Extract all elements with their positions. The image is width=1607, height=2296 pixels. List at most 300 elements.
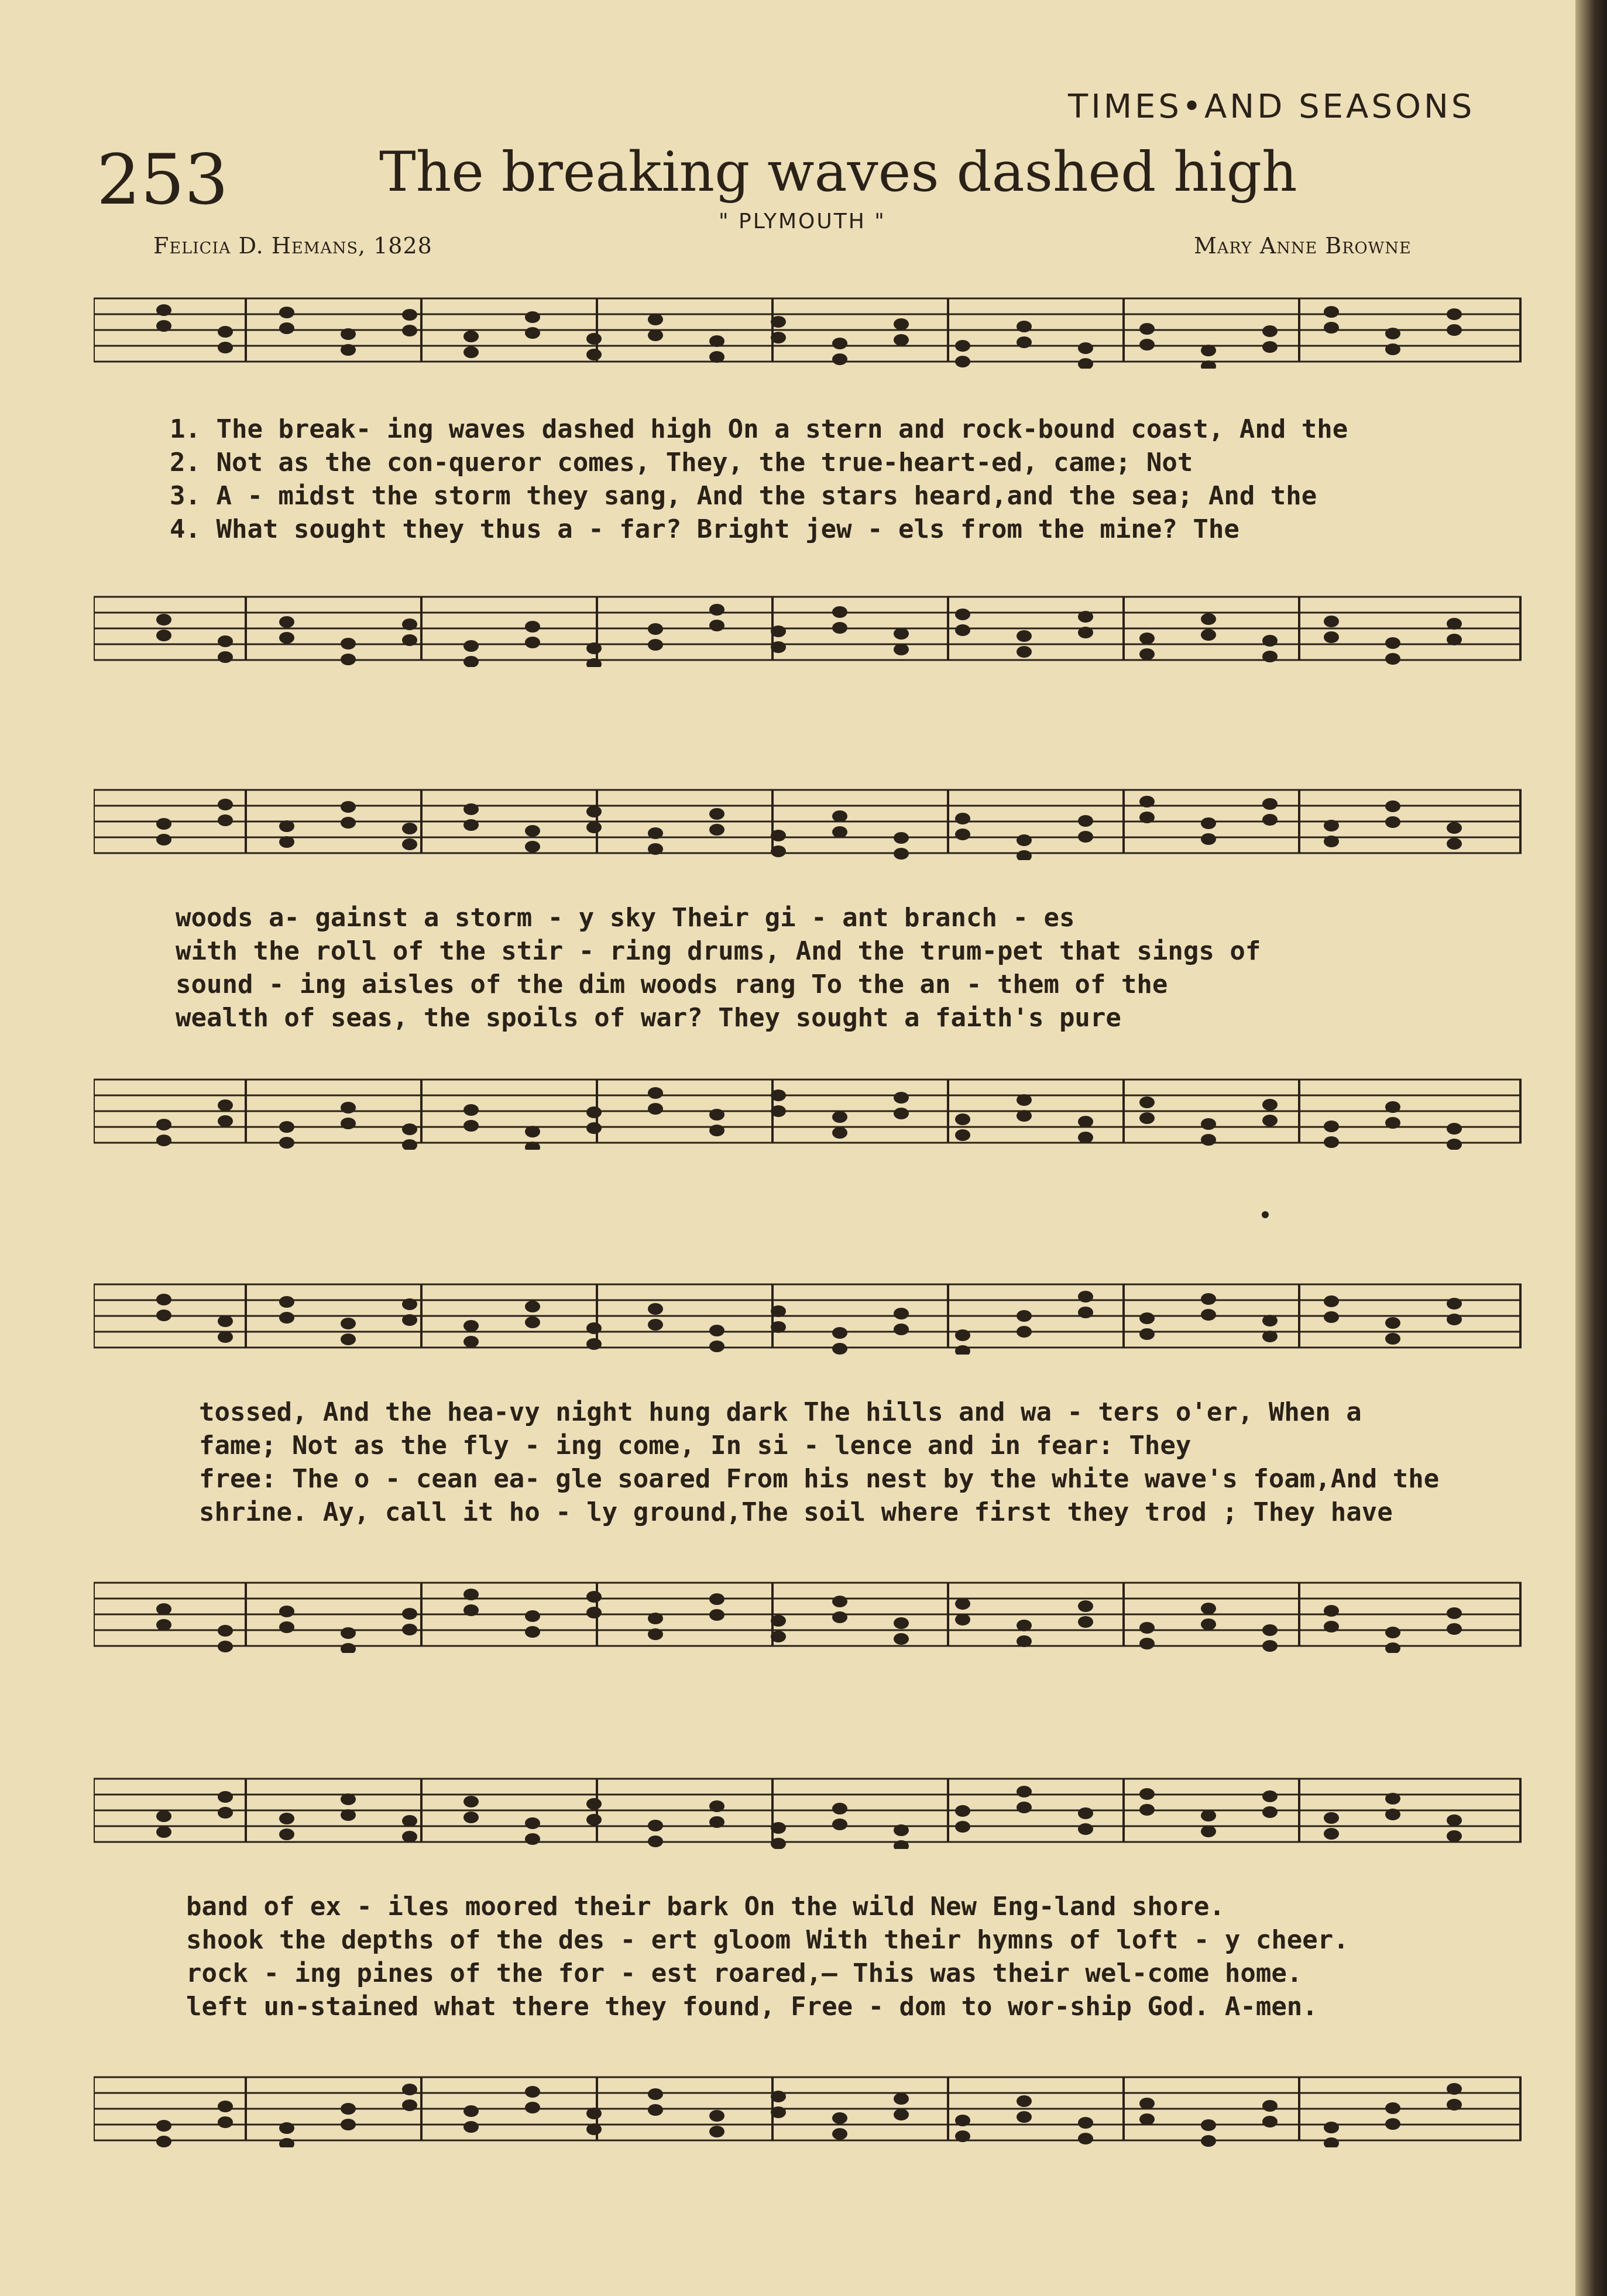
note-head xyxy=(156,1309,171,1321)
note-head xyxy=(709,1609,724,1621)
note-head xyxy=(1078,1823,1093,1835)
note-head xyxy=(1447,2083,1462,2095)
note-head xyxy=(648,2088,663,2100)
note-head xyxy=(586,1814,602,1826)
note-head xyxy=(1447,838,1462,850)
note-head xyxy=(1139,1328,1155,1340)
note-head xyxy=(832,1803,847,1814)
note-head xyxy=(771,845,786,857)
note-head xyxy=(1078,1291,1093,1302)
note-head xyxy=(1139,633,1155,644)
note-head xyxy=(771,2091,786,2102)
note-head xyxy=(709,1816,724,1828)
note-head xyxy=(1262,1115,1278,1126)
note-head xyxy=(279,1312,294,1324)
note-head xyxy=(1139,323,1155,335)
note-head xyxy=(648,1087,663,1099)
note-head xyxy=(1447,822,1462,834)
note-head xyxy=(402,1123,417,1135)
note-head xyxy=(648,639,663,651)
note-head xyxy=(1078,1307,1093,1318)
note-head xyxy=(1017,1326,1032,1338)
note-head xyxy=(1201,817,1216,829)
note-head xyxy=(832,606,847,618)
note-head xyxy=(955,624,970,636)
note-head xyxy=(709,351,724,363)
composer-credit: Mary Anne Browne xyxy=(1194,233,1412,259)
note-head xyxy=(709,1325,724,1336)
note-head xyxy=(1385,1642,1400,1653)
note-head xyxy=(1201,833,1216,845)
note-head xyxy=(156,818,171,830)
note-head xyxy=(463,1320,479,1332)
note-head xyxy=(648,1103,663,1115)
note-head xyxy=(832,1596,847,1607)
note-head xyxy=(156,2136,171,2147)
note-head xyxy=(586,806,602,817)
note-head xyxy=(341,638,356,649)
note-head xyxy=(525,1317,540,1328)
note-head xyxy=(955,2130,970,2142)
note-head xyxy=(586,822,602,833)
lyric-line: rock - ing pines of the for - est roared,— This was their wel-come home. xyxy=(186,1958,1303,1988)
note-head xyxy=(648,1836,663,1847)
note-head xyxy=(709,1125,724,1136)
note-head xyxy=(1262,1790,1278,1802)
hymn-number: 253 xyxy=(97,139,229,220)
note-head xyxy=(586,1591,602,1603)
note-head xyxy=(832,2112,847,2124)
note-head xyxy=(1447,1830,1462,1842)
note-head xyxy=(832,1327,847,1339)
note-head xyxy=(279,1137,294,1149)
note-head xyxy=(279,836,294,848)
note-head xyxy=(279,1606,294,1617)
hymn-title: The breaking waves dashed high xyxy=(379,140,1297,204)
note-head xyxy=(1201,1618,1216,1630)
note-head xyxy=(709,2110,724,2122)
note-head xyxy=(525,1126,540,1137)
note-head xyxy=(463,346,479,358)
note-head xyxy=(586,1322,602,1334)
note-head xyxy=(1139,1112,1155,1124)
note-head xyxy=(894,1617,909,1629)
note-head xyxy=(279,322,294,334)
note-head xyxy=(832,810,847,822)
note-head xyxy=(709,808,724,820)
note-head xyxy=(1447,618,1462,630)
note-head xyxy=(218,814,233,826)
lyric-line: left un-stained what there they found, Free - dom to wor-ship God. A-men. xyxy=(186,1992,1318,2022)
note-head xyxy=(1324,836,1339,847)
note-head xyxy=(341,2119,356,2130)
note-head xyxy=(463,1589,479,1600)
note-head xyxy=(586,349,602,360)
note-head xyxy=(156,1826,171,1838)
note-head xyxy=(586,333,602,345)
note-head xyxy=(218,651,233,663)
note-head xyxy=(1324,1136,1339,1148)
note-head xyxy=(156,1603,171,1615)
note-head xyxy=(648,1319,663,1331)
note-head xyxy=(341,1118,356,1129)
note-head xyxy=(402,1139,417,1150)
note-head xyxy=(648,623,663,635)
note-head xyxy=(586,1607,602,1618)
note-head xyxy=(156,2120,171,2132)
note-head xyxy=(1078,342,1093,354)
note-head xyxy=(525,825,540,837)
note-head xyxy=(1139,1097,1155,1108)
lyric-line: fame; Not as the fly - ing come, In si - lence and in fear: They xyxy=(199,1431,1191,1460)
note-head xyxy=(341,1809,356,1821)
note-head xyxy=(1017,1635,1032,1647)
note-head xyxy=(1385,328,1400,339)
note-head xyxy=(648,1303,663,1315)
note-head xyxy=(1262,1315,1278,1326)
note-head xyxy=(771,2106,786,2118)
note-head xyxy=(1139,2113,1155,2125)
note-head xyxy=(771,641,786,653)
note-head xyxy=(463,1336,479,1348)
note-head xyxy=(1262,1624,1278,1636)
note-head xyxy=(156,1135,171,1146)
note-head xyxy=(1201,1309,1216,1321)
note-head xyxy=(955,1821,970,1833)
lyric-line: shook the depths of the des - ert gloom With their hymns of loft - y cheer. xyxy=(186,1925,1349,1955)
lyrics-block xyxy=(176,901,1261,1034)
note-head xyxy=(1324,1605,1339,1617)
note-head xyxy=(894,2109,909,2120)
note-head xyxy=(1385,1117,1400,1129)
note-head xyxy=(1139,648,1155,660)
note-head xyxy=(1078,1600,1093,1612)
note-head xyxy=(525,621,540,633)
note-head xyxy=(279,1621,294,1633)
note-head xyxy=(218,342,233,353)
note-head xyxy=(1262,635,1278,647)
note-head xyxy=(709,1341,724,1352)
note-head xyxy=(218,1099,233,1111)
note-head xyxy=(771,830,786,841)
note-head xyxy=(1324,2122,1339,2133)
note-head xyxy=(586,1106,602,1118)
note-head xyxy=(1139,796,1155,807)
note-head xyxy=(1385,653,1400,665)
note-head xyxy=(525,1301,540,1312)
note-head xyxy=(771,1089,786,1101)
note-head xyxy=(1262,1099,1278,1111)
note-head xyxy=(709,2126,724,2137)
note-head xyxy=(955,2115,970,2126)
note-head xyxy=(832,1611,847,1623)
note-head xyxy=(525,327,540,339)
note-head xyxy=(1447,1607,1462,1619)
note-head xyxy=(525,2086,540,2098)
note-head xyxy=(586,1338,602,1350)
note-head xyxy=(648,329,663,341)
note-head xyxy=(894,832,909,844)
note-head xyxy=(1262,2116,1278,2127)
note-head xyxy=(1078,611,1093,623)
note-head xyxy=(1201,1134,1216,1146)
note-head xyxy=(1078,2117,1093,2129)
note-head xyxy=(1262,651,1278,662)
note-head xyxy=(832,1343,847,1355)
note-head xyxy=(1385,2118,1400,2130)
note-head xyxy=(156,1119,171,1130)
lyrics-block xyxy=(186,1890,1349,2023)
note-head xyxy=(279,1121,294,1133)
note-head xyxy=(709,824,724,836)
note-head xyxy=(1078,1116,1093,1128)
note-head xyxy=(955,1805,970,1817)
note-head xyxy=(218,1115,233,1127)
note-head xyxy=(894,2093,909,2105)
note-head xyxy=(832,622,847,634)
note-head xyxy=(1447,308,1462,320)
note-head xyxy=(1017,321,1032,332)
note-head xyxy=(1078,1132,1093,1143)
note-head xyxy=(648,1820,663,1831)
note-head xyxy=(955,1329,970,1341)
note-head xyxy=(1385,1317,1400,1329)
note-head xyxy=(341,1643,356,1653)
note-head xyxy=(341,801,356,813)
note-head xyxy=(586,642,602,654)
note-head xyxy=(1262,341,1278,353)
note-head xyxy=(648,2104,663,2116)
section-heading: TIMES•AND SEASONS xyxy=(1068,88,1475,126)
note-head xyxy=(1385,800,1400,812)
lyric-line: band of ex - iles moored their bark On the wild New Eng-land shore. xyxy=(186,1892,1225,1922)
note-head xyxy=(218,1807,233,1819)
note-head xyxy=(402,1624,417,1635)
note-head xyxy=(1324,1311,1339,1323)
note-head xyxy=(279,1813,294,1824)
note-head xyxy=(1385,637,1400,649)
note-head xyxy=(1324,820,1339,831)
note-head xyxy=(648,843,663,855)
lyric-line: 1. The break- ing waves dashed high On a stern and rock-bound coast, And the xyxy=(170,414,1348,444)
note-head xyxy=(218,1641,233,1652)
note-head xyxy=(1324,616,1339,627)
note-head xyxy=(955,356,970,367)
note-head xyxy=(402,309,417,321)
note-head xyxy=(279,1828,294,1840)
note-head xyxy=(463,1812,479,1823)
note-head xyxy=(402,1608,417,1620)
note-head xyxy=(463,2121,479,2133)
note-head xyxy=(1201,613,1216,625)
note-head xyxy=(1262,1806,1278,1818)
note-head xyxy=(1139,812,1155,823)
note-head xyxy=(1385,816,1400,828)
note-head xyxy=(156,304,171,316)
note-head xyxy=(1139,1788,1155,1800)
note-head xyxy=(218,1791,233,1803)
note-head xyxy=(1262,2100,1278,2112)
note-head xyxy=(1324,1295,1339,1307)
note-head xyxy=(955,829,970,840)
note-head xyxy=(402,1831,417,1843)
note-head xyxy=(648,1628,663,1640)
note-head xyxy=(525,1817,540,1829)
note-head xyxy=(1262,1331,1278,1342)
note-head xyxy=(1385,343,1400,355)
note-head xyxy=(279,1296,294,1308)
note-head xyxy=(525,841,540,853)
note-head xyxy=(586,1122,602,1134)
note-head xyxy=(341,1333,356,1345)
bass-staff xyxy=(94,1577,1522,1653)
note-head xyxy=(771,1105,786,1117)
note-head xyxy=(709,620,724,631)
note-head xyxy=(218,2101,233,2112)
note-head xyxy=(894,318,909,330)
note-head xyxy=(709,1800,724,1812)
treble-staff xyxy=(94,1278,1522,1355)
note-head xyxy=(463,656,479,667)
bass-staff xyxy=(94,2071,1522,2147)
note-head xyxy=(709,1109,724,1120)
note-head xyxy=(832,353,847,365)
lyric-line: with the roll of the stir - ring drums, And the trum-pet that sings of xyxy=(176,936,1261,966)
note-head xyxy=(1262,1640,1278,1652)
note-head xyxy=(218,1315,233,1327)
note-head xyxy=(586,2108,602,2119)
note-head xyxy=(1017,646,1032,658)
note-head xyxy=(1017,850,1032,860)
note-head xyxy=(463,2105,479,2117)
treble-staff xyxy=(94,1773,1522,1849)
treble-staff xyxy=(94,293,1522,369)
note-head xyxy=(1078,1616,1093,1628)
note-head xyxy=(402,823,417,834)
note-head xyxy=(1385,1101,1400,1113)
lyric-line: 2. Not as the con-queror comes, They, the true-heart-ed, came; Not xyxy=(170,448,1193,477)
note-head xyxy=(1324,631,1339,643)
note-head xyxy=(1139,2098,1155,2109)
note-head xyxy=(341,817,356,829)
note-head xyxy=(955,340,970,352)
note-head xyxy=(402,1815,417,1827)
treble-staff xyxy=(94,784,1522,860)
note-head xyxy=(955,1598,970,1610)
note-head xyxy=(1324,322,1339,334)
note-head xyxy=(1201,1603,1216,1614)
note-head xyxy=(1324,306,1339,318)
note-head xyxy=(1139,1638,1155,1649)
note-head xyxy=(1078,2133,1093,2144)
note-head xyxy=(1324,1828,1339,1840)
note-head xyxy=(463,1604,479,1616)
note-head xyxy=(1201,345,1216,356)
note-head xyxy=(402,838,417,850)
note-head xyxy=(341,2103,356,2115)
note-head xyxy=(955,1129,970,1141)
note-head xyxy=(1447,324,1462,336)
note-head xyxy=(1017,2095,1032,2107)
note-head xyxy=(1017,336,1032,348)
lyric-line: 3. A - midst the storm they sang, And the stars heard,and the sea; And the xyxy=(170,481,1317,511)
note-head xyxy=(1017,834,1032,846)
note-head xyxy=(1385,1793,1400,1805)
note-head xyxy=(648,1613,663,1624)
note-head xyxy=(218,1625,233,1637)
note-head xyxy=(1385,1333,1400,1345)
note-head xyxy=(771,1822,786,1834)
note-head xyxy=(402,1298,417,1310)
note-head xyxy=(156,1810,171,1822)
note-head xyxy=(279,2138,294,2147)
note-head xyxy=(709,335,724,347)
note-head xyxy=(1447,1314,1462,1325)
ink-speck xyxy=(1262,1211,1269,1218)
note-head xyxy=(156,834,171,845)
lyric-line: shrine. Ay, call it ho - ly ground,The soil where first they trod ; They have xyxy=(199,1497,1393,1527)
note-head xyxy=(156,614,171,625)
note-head xyxy=(832,826,847,838)
note-head xyxy=(832,338,847,349)
note-head xyxy=(1447,1623,1462,1635)
note-head xyxy=(894,1633,909,1645)
note-head xyxy=(1324,1120,1339,1132)
note-head xyxy=(832,1111,847,1123)
note-head xyxy=(402,634,417,646)
note-head xyxy=(1262,798,1278,810)
note-head xyxy=(279,2122,294,2134)
note-head xyxy=(1447,1123,1462,1135)
note-head xyxy=(771,1615,786,1627)
note-head xyxy=(1385,1809,1400,1820)
lyrics-block xyxy=(170,413,1348,546)
note-head xyxy=(1324,1812,1339,1824)
note-head xyxy=(463,331,479,342)
note-head xyxy=(341,1627,356,1639)
note-head xyxy=(955,1614,970,1625)
note-head xyxy=(463,803,479,815)
note-head xyxy=(1201,1118,1216,1130)
note-head xyxy=(463,640,479,652)
note-head xyxy=(894,644,909,655)
note-head xyxy=(1447,2099,1462,2111)
lyric-line: tossed, And the hea-vy night hung dark The hills and wa - ters o'er, When a xyxy=(199,1397,1362,1427)
note-head xyxy=(279,820,294,832)
note-head xyxy=(1385,1627,1400,1638)
note-head xyxy=(1201,1293,1216,1305)
note-head xyxy=(525,1833,540,1845)
note-head xyxy=(156,630,171,641)
note-head xyxy=(218,1331,233,1343)
note-head xyxy=(463,1104,479,1116)
note-head xyxy=(525,1626,540,1638)
note-head xyxy=(771,1305,786,1317)
note-head xyxy=(1201,2119,1216,2131)
note-head xyxy=(894,1324,909,1335)
note-head xyxy=(1017,1620,1032,1631)
note-head xyxy=(1078,831,1093,843)
note-head xyxy=(832,2128,847,2140)
note-head xyxy=(1201,2135,1216,2147)
note-head xyxy=(156,1619,171,1631)
note-head xyxy=(156,1294,171,1305)
bass-staff xyxy=(94,591,1522,667)
note-head xyxy=(402,2099,417,2111)
note-head xyxy=(771,1631,786,1642)
note-head xyxy=(402,2084,417,2095)
note-head xyxy=(402,1314,417,1326)
